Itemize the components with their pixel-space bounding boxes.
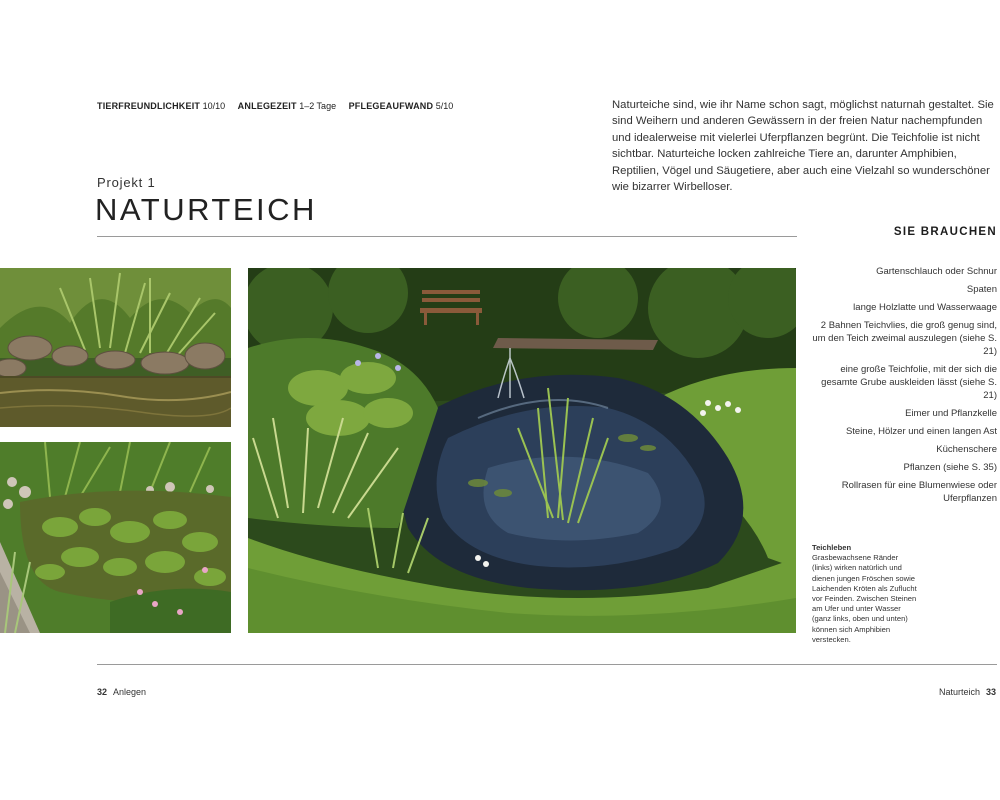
list-item: lange Holzlatte und Wasserwaage (853, 302, 997, 313)
page-number-left: 32 (97, 687, 108, 697)
list-item: Rollrasen für eine Blumenwiese oder Uferpflanzen (841, 480, 997, 504)
project-label: Projekt 1 (97, 175, 156, 190)
rating-label: ANLEGEZEIT (237, 101, 297, 111)
divider-bottom (97, 664, 997, 665)
footer-section-right: Naturteich (938, 687, 980, 697)
photo-stone-pond (0, 268, 231, 427)
list-item: 2 Bahnen Teichvlies, die groß genug sind, um den Teich zweimal auszulegen (siehe S. 21) (812, 320, 997, 357)
list-item: Pflanzen (siehe S. 35) (903, 462, 997, 473)
needs-heading: SIE BRAUCHEN (893, 226, 997, 238)
list-item: Gartenschlauch oder Schnur (876, 266, 997, 277)
intro-text: Naturteiche sind, wie ihr Name schon sagt, möglichst naturnah gestaltet. Sie sind Weihern und anderen Gewässern in der freien Natur nachempfunden und idealerweise mit vielerlei Uferpflanzen begrünt. Die Teichfolie ist nicht sichtbar. Naturteiche locken zahlreiche Tiere an, darunter Amphibien, Reptilien, Vögel und Säugetiere, aber auch eine Vielzahl so wunderschöner wie bizarrer Wirbelloser. (612, 99, 994, 194)
list-item: eine große Teichfolie, mit der sich die gesamte Grube auskleiden lässt (siehe S. 21) (821, 364, 997, 401)
list-item: Spaten (966, 284, 997, 295)
list-item: Küchenschere (936, 444, 997, 455)
footer-left (97, 687, 146, 697)
needs-list (812, 265, 997, 510)
page-number-right: 33 (985, 687, 996, 697)
ratings-bar (97, 101, 463, 111)
rating-label: PFLEGEAUFWAND (348, 101, 434, 111)
photo-caption (812, 543, 917, 645)
list-item: Steine, Hölzer und einen langen Ast (845, 426, 997, 437)
caption-title: Teichleben (812, 543, 852, 552)
rating-value: 10/10 (202, 101, 226, 111)
list-item: Eimer und Pflanzkelle (905, 408, 997, 419)
page-title: NATURTEICH (95, 192, 317, 227)
footer-section-left: Anlegen (113, 687, 147, 697)
photo-lily-pond (0, 442, 231, 633)
rating-label: TIERFREUNDLICHKEIT (97, 101, 201, 111)
rating-value: 1–2 Tage (299, 101, 337, 111)
caption-text: Grasbewachsene Ränder (links) wirken natürlich und dienen jungen Fröschen sowie Laichenden Kröten als Zuflucht vor Feinden. Zwischen Steinen am Ufer und unter Wasser (ganz links, oben und unten) können sich Amphibien verstecken. (812, 553, 917, 644)
footer-right (939, 687, 996, 697)
photo-main-pond (248, 268, 796, 633)
divider-top (97, 236, 797, 237)
rating-value: 5/10 (435, 101, 454, 111)
